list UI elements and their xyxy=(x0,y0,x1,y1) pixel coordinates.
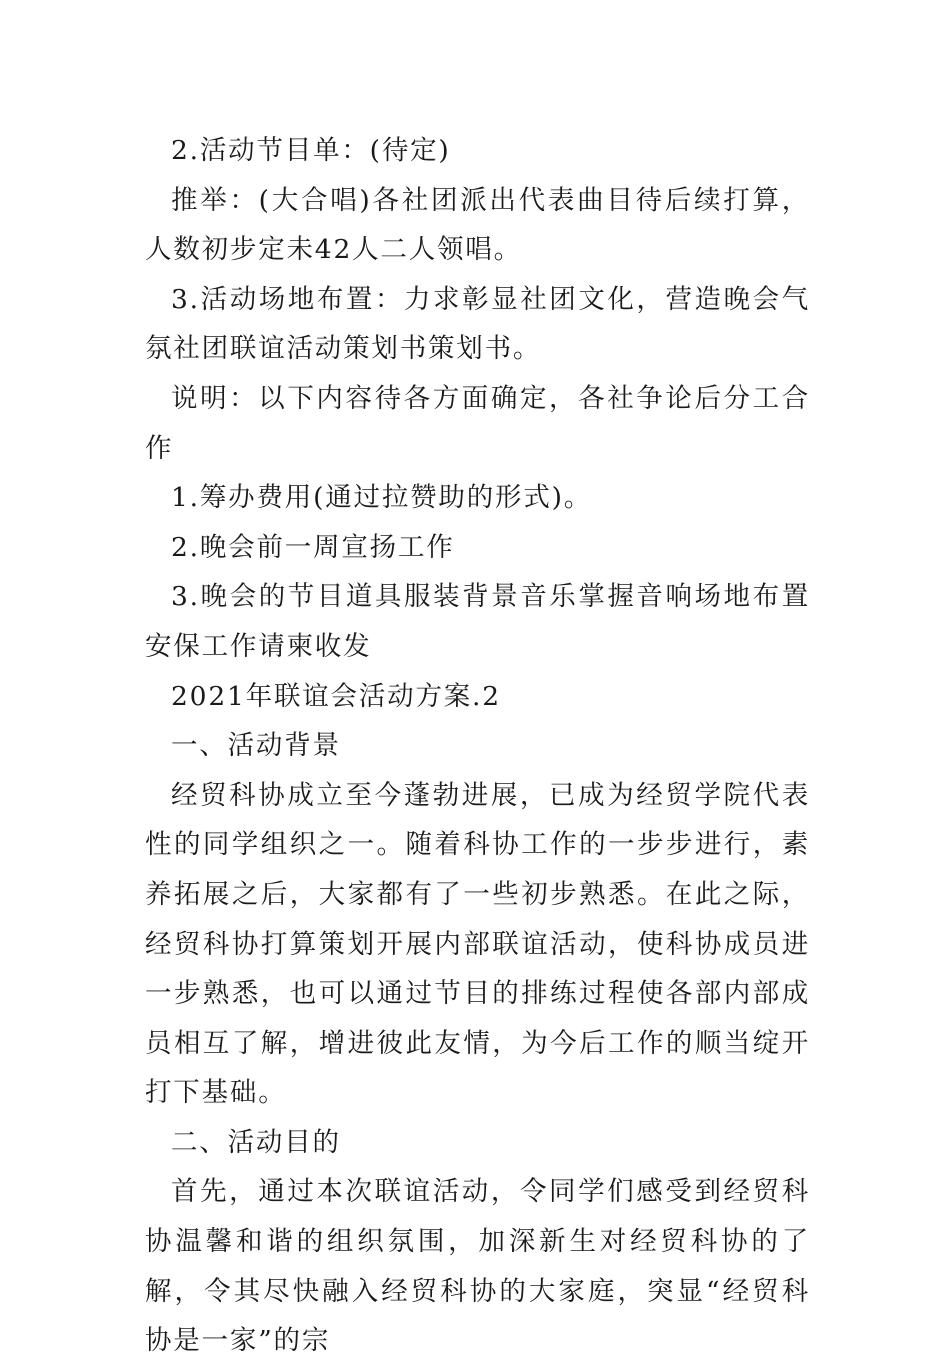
paragraph-logistics: 3.晚会的节目道具服装背景音乐掌握音响场地布置安保工作请柬收发 xyxy=(145,581,810,662)
section-title: 2021年联谊会活动方案.2 xyxy=(171,680,501,712)
paragraph-venue-layout: 3.活动场地布置：力求彰显社团文化，营造晚会气氛社团联谊活动策划书策划书。 xyxy=(145,283,810,365)
document-body xyxy=(145,126,810,1366)
paragraph-note: 说明：以下内容待各方面确定，各社争论后分工合作 xyxy=(145,382,810,464)
paragraph-funding: 1.筹办费用(通过拉赞助的形式)。 xyxy=(171,482,593,514)
paragraph-recommendation: 推举：(大合唱)各社团派出代表曲目待后续打算，人数初步定未42人二人领唱。 xyxy=(145,184,810,266)
paragraph-program-list: 2.活动节目单：(待定) xyxy=(171,135,451,166)
paragraph-background: 经贸科协成立至今蓬勃进展，已成为经贸学院代表性的同学组织之一。随着科协工作的一步步进行，素养拓展之后，大家都有了一些初步熟悉。在此之际，经贸科协打算策划开展内部联谊活动，使科协成员进一步熟悉，也可以通过节目的排练过程使各部内部成员相互了解，增进彼此友情，为今后工作的顺当绽开打下基础。 xyxy=(145,779,810,1109)
heading-background: 一、活动背景 xyxy=(171,730,341,762)
paragraph-purpose: 首先，通过本次联谊活动，令同学们感受到经贸科协温馨和谐的组织氛围，加深新生对经贸科协的了解，令其尽快融入经贸科协的大家庭，突显“经贸科协是一家”的宗 xyxy=(145,1176,810,1357)
heading-purpose: 二、活动目的 xyxy=(171,1126,341,1158)
paragraph-promotion: 2.晚会前一周宣扬工作 xyxy=(171,531,455,563)
